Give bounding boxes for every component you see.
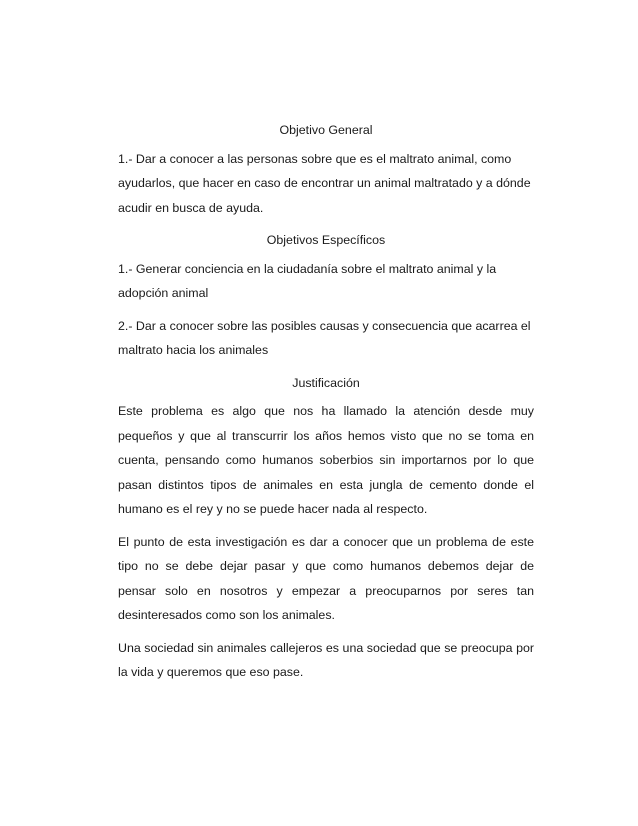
paragraph-justificacion-3: Una sociedad sin animales callejeros es una sociedad que se preocupa por la vida y queremos que eso pase. — [118, 640, 534, 679]
heading-objetivos-especificos: Objetivos Específicos — [266, 233, 386, 247]
list-item-objetivo-especifico-2: 2.- Dar a conocer sobre las posibles causas y consecuencia que acarrea el maltrato hacia los animales — [118, 318, 531, 357]
paragraph-justificacion-2: El punto de esta investigación es dar a conocer que un problema de este tipo no se debe dejar pasar y que como humanos debemos dejar de pensar solo en nosotros y empezar a preocuparnos por seres tan desinteresados como son los animales. — [118, 534, 534, 622]
paragraph-justificacion-1: Este problema es algo que nos ha llamado la atención desde muy pequeños y que al transcurrir los años hemos visto que no se toma en cuenta, pensando como humanos soberbios sin importarnos por lo que pasan distintos tipos de animales en esta jungla de cemento donde el humano es el rey y no se puede hacer nada al respecto. — [118, 404, 534, 516]
heading-objetivo-general: Objetivo General — [279, 123, 373, 137]
list-item-objetivo-especifico-1: 1.- Generar conciencia en la ciudadanía sobre el maltrato animal y la adopción animal — [118, 261, 497, 300]
paragraph-objetivo-general: 1.- Dar a conocer a las personas sobre que es el maltrato animal, como ayudarlos, que hacer en caso de encontrar un animal maltratado y a dónde acudir en busca de ayuda. — [118, 151, 531, 215]
document-body — [118, 118, 534, 685]
heading-justificacion: Justificación — [292, 375, 360, 390]
